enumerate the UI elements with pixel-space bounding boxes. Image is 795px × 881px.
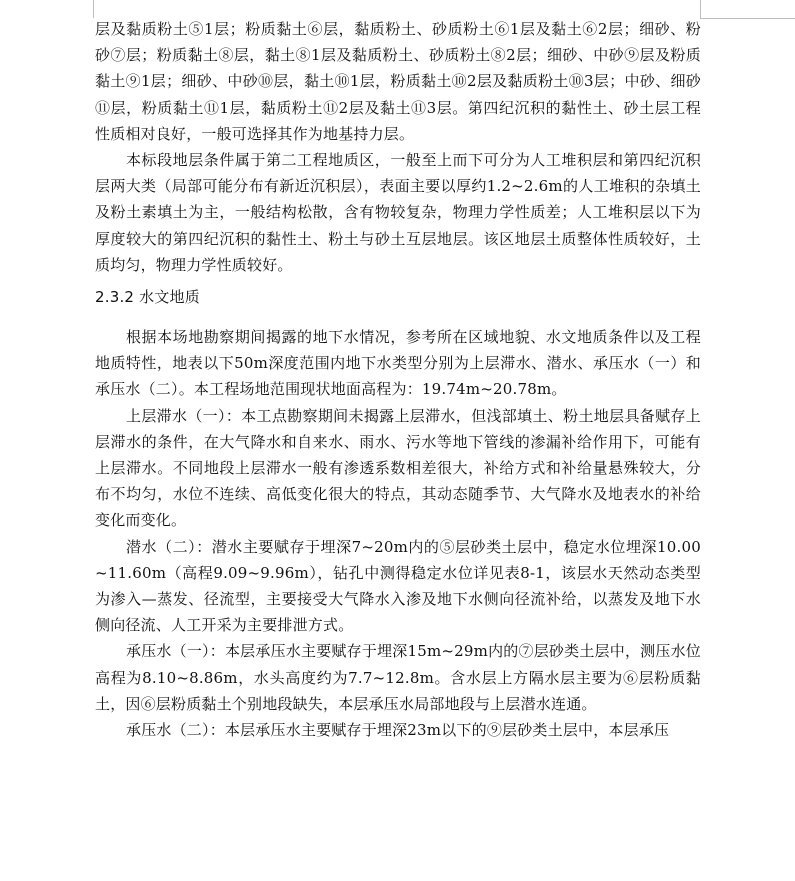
crop-mark-top-right-horizontal bbox=[700, 18, 795, 19]
paragraph-phreatic-water: 潜水（二）：潜水主要赋存于埋深7~20m内的⑤层砂类土层中，稳定水位埋深10.00~11.60m（高程9.09~9.96m），钻孔中测得稳定水位详见表8-1，该层水天然动态类型为渗入—蒸发、径流型，主要接受大气降水入渗及地下水侧向径流补给，以蒸发及地下水侧向径流、人工开采为主要排泄方式。 bbox=[95, 537, 701, 635]
paragraph-confined-water-1: 承压水（一）：本层承压水主要赋存于埋深15m~29m内的⑦层砂类土层中，测压水位高程为8.10~8.86m，水头高度约为7.7~12.8m。含水层上方隔水层主要为⑥层粉质黏土，因⑥层粉质黏土个别地段缺失，本层承压水局部地段与上层潜水连通。 bbox=[95, 642, 701, 713]
crop-mark-top-left bbox=[93, 0, 94, 18]
paragraph-strata-conditions: 本标段地层条件属于第二工程地质区，一般至上而下可分为人工堆积层和第四纪沉积层两大类（局部可能分布有新近沉积层），表面主要以厚约1.2~2.6m的人工堆积的杂填土及粉土素填土为主，一般结构松散，含有物较复杂，物理力学性质差；人工堆积层以下为厚度较大的第四纪沉积的黏性土、粉土与砂土互层地层。该区地层土质整体性质较好，土质均匀，物理力学性质较好。 bbox=[95, 151, 701, 274]
paragraph-strata-list: 层及黏质粉土⑤1层；粉质黏土⑥层，黏质粉土、砂质粉土⑥1层及黏土⑥2层；细砂、粉砂⑦层；粉质黏土⑧层，黏土⑧1层及黏质粉土、砂质粉土⑧2层；细砂、中砂⑨层及粉质黏土⑨1层；细砂、中砂⑩层，黏土⑩1层，粉质黏土⑩2层及黏质粉土⑩3层；中砂、细砂⑪层，粉质黏土⑪1层，黏质粉土⑪2层及黏土⑪3层。第四纪沉积的黏性土、砂土层工程性质相对良好，一般可选择其作为地基持力层。 bbox=[95, 20, 701, 143]
paragraph-confined-water-2: 承压水（二）：本层承压水主要赋存于埋深23m以下的⑨层砂类土层中，本层承压 bbox=[126, 721, 670, 740]
document-body bbox=[95, 16, 701, 743]
section-heading-hydrogeology: 2.3.2 水文地质 bbox=[95, 288, 200, 307]
paragraph-groundwater-overview: 根据本场地勘察期间揭露的地下水情况，参考所在区域地貌、水文地质条件以及工程地质特性，地表以下50m深度范围内地下水类型分别为上层滞水、潜水、承压水（一）和承压水（二）。本工程场地范围现状地面高程为：19.74m~20.78m。 bbox=[95, 328, 701, 399]
paragraph-perched-water: 上层滞水（一）：本工点勘察期间未揭露上层滞水，但浅部填土、粉土地层具备赋存上层滞水的条件，在大气降水和自来水、雨水、污水等地下管线的渗漏补给作用下，可能有上层滞水。不同地段上层滞水一般有渗透系数相差很大，补给方式和补给量悬殊较大，分布不均匀，水位不连续、高低变化很大的特点，其动态随季节、大气降水及地表水的补给变化而变化。 bbox=[95, 406, 701, 530]
